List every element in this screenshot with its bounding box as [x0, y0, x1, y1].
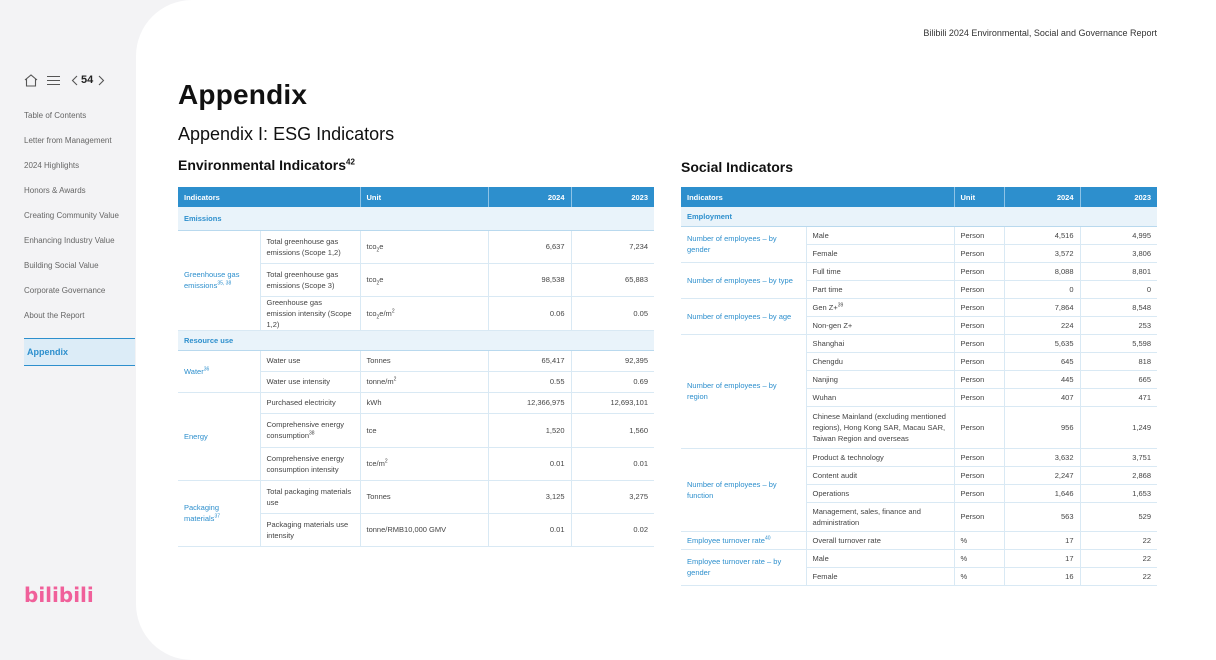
table-row	[681, 531, 1157, 549]
value-2024: 5,635	[1004, 334, 1080, 352]
indicator-name: Water use	[260, 350, 360, 371]
table-row	[681, 549, 1157, 567]
value-2024: 645	[1004, 352, 1080, 370]
value-2024: 445	[1004, 370, 1080, 388]
indicator-name: Content audit	[806, 466, 954, 484]
indicator-unit: Person	[954, 280, 1004, 298]
section-employment: Employment	[681, 207, 1157, 226]
indicator-name: Gen Z+$^{39}$	[806, 298, 954, 316]
toc-item-enhancing-industry-value[interactable]: Enhancing Industry Value	[24, 236, 115, 245]
indicator-name: Packaging materials use intensity	[260, 513, 360, 546]
value-2023: 1,560	[571, 413, 654, 447]
value-2024: 956	[1004, 406, 1080, 448]
value-2024: 1,520	[488, 413, 571, 447]
svg-text:bilibili: bilibili	[24, 583, 94, 607]
toc-item-letter-from-management[interactable]: Letter from Management	[24, 136, 112, 145]
value-2024: 407	[1004, 388, 1080, 406]
indicator-unit: $tco_2e/m^2$	[360, 296, 488, 330]
category-by-age: Number of employees – by age	[681, 298, 806, 334]
indicator-unit: Tonnes	[360, 350, 488, 371]
value-2024: 98,538	[488, 263, 571, 296]
section-row	[681, 207, 1157, 226]
header-unit: Unit	[954, 187, 1004, 207]
indicator-name: Male	[806, 549, 954, 567]
social-indicators-heading: Social Indicators	[681, 159, 794, 175]
value-2024: 2,247	[1004, 466, 1080, 484]
section-row	[178, 330, 654, 350]
value-2024: 7,864	[1004, 298, 1080, 316]
value-2024: 0.01	[488, 447, 571, 480]
value-2023: 0.69	[571, 371, 654, 392]
next-page-icon[interactable]	[98, 75, 105, 86]
indicator-name: Full time	[806, 262, 954, 280]
indicator-name: Operations	[806, 484, 954, 502]
toc-item-corporate-governance[interactable]: Corporate Governance	[24, 286, 106, 295]
value-2023: 8,801	[1080, 262, 1157, 280]
indicator-unit: Person	[954, 406, 1004, 448]
header-2023: 2023	[571, 187, 654, 207]
value-2023: 3,806	[1080, 244, 1157, 262]
table-row	[178, 480, 654, 513]
value-2023: 12,693,101	[571, 392, 654, 413]
page-title: Appendix	[178, 79, 308, 110]
value-2023: 0.02	[571, 513, 654, 546]
category-by-function: Number of employees – by function	[681, 448, 806, 531]
indicator-name: Total greenhouse gas emissions (Scope 3)	[260, 263, 360, 296]
indicator-unit: Person	[954, 244, 1004, 262]
value-2024: 8,088	[1004, 262, 1080, 280]
section-row	[178, 207, 654, 230]
indicator-unit: Person	[954, 466, 1004, 484]
value-2024: 3,572	[1004, 244, 1080, 262]
value-2024: 1,646	[1004, 484, 1080, 502]
category-turnover-rate: Employee turnover rate$^{40}$	[681, 531, 806, 549]
indicator-unit: Person	[954, 352, 1004, 370]
environmental-indicators-heading: Environmental Indicators$^{42}$	[178, 157, 355, 173]
indicator-name: Female	[806, 244, 954, 262]
value-2023: 65,883	[571, 263, 654, 296]
table-row	[681, 262, 1157, 280]
category-by-region: Number of employees – by region	[681, 334, 806, 448]
value-2023: 7,234	[571, 230, 654, 263]
value-2023: 2,868	[1080, 466, 1157, 484]
indicator-unit: Person	[954, 502, 1004, 531]
value-2023: 4,995	[1080, 226, 1157, 244]
value-2023: 3,275	[571, 480, 654, 513]
category-water: Water$^{36}$	[178, 350, 260, 392]
indicator-unit: %	[954, 531, 1004, 549]
indicator-unit: tce	[360, 413, 488, 447]
report-title: Bilibili 2024 Environmental, Social and Governance Report	[923, 28, 1157, 38]
table-row	[681, 226, 1157, 244]
bilibili-logo	[24, 578, 94, 608]
value-2024: 0.06	[488, 296, 571, 330]
value-2023: 0.01	[571, 447, 654, 480]
table-of-contents	[24, 110, 135, 335]
value-2023: 0	[1080, 280, 1157, 298]
toc-item-about-the-report[interactable]: About the Report	[24, 311, 85, 320]
indicator-name: Product & technology	[806, 448, 954, 466]
header-indicators: Indicators	[681, 187, 954, 207]
indicator-name: Shanghai	[806, 334, 954, 352]
toc-item-honors-awards[interactable]: Honors & Awards	[24, 186, 86, 195]
toc-item-appendix-active[interactable]: Appendix	[24, 338, 135, 366]
value-2023: 1,653	[1080, 484, 1157, 502]
category-greenhouse-gas: Greenhouse gas emissions$^{35, 38}$	[178, 230, 260, 330]
indicator-name: Greenhouse gas emission intensity (Scope 1,2)	[260, 296, 360, 330]
indicator-name: Male	[806, 226, 954, 244]
page-navigation	[24, 72, 105, 88]
indicator-name: Comprehensive energy consumption intensity	[260, 447, 360, 480]
indicator-name: Nanjing	[806, 370, 954, 388]
indicator-unit: Person	[954, 370, 1004, 388]
value-2024: 0.01	[488, 513, 571, 546]
value-2024: 3,125	[488, 480, 571, 513]
indicator-name: Female	[806, 567, 954, 585]
previous-page-icon[interactable]	[71, 75, 78, 86]
value-2023: 92,395	[571, 350, 654, 371]
indicator-unit: tco$_2$e	[360, 263, 488, 296]
home-icon[interactable]	[24, 74, 38, 87]
sidebar	[0, 0, 140, 646]
value-2024: 224	[1004, 316, 1080, 334]
value-2023: 8,548	[1080, 298, 1157, 316]
table-header-row	[681, 187, 1157, 207]
indicator-unit: Person	[954, 262, 1004, 280]
header-unit: Unit	[360, 187, 488, 207]
indicator-name: Water use intensity	[260, 371, 360, 392]
environmental-indicators-table	[178, 187, 654, 547]
indicator-name: Part time	[806, 280, 954, 298]
value-2023: 22	[1080, 567, 1157, 585]
menu-icon[interactable]	[47, 75, 60, 86]
section-resource-use: Resource use	[178, 330, 654, 350]
value-2023: 818	[1080, 352, 1157, 370]
section-emissions: Emissions	[178, 207, 654, 230]
page-subtitle: Appendix I: ESG Indicators	[178, 124, 395, 144]
value-2023: 22	[1080, 549, 1157, 567]
value-2023: 471	[1080, 388, 1157, 406]
value-2023: 529	[1080, 502, 1157, 531]
indicator-name: Non-gen Z+	[806, 316, 954, 334]
page-number: 54	[81, 74, 94, 86]
table-row	[681, 334, 1157, 352]
value-2024: 0	[1004, 280, 1080, 298]
indicator-name: Chinese Mainland (excluding mentioned regions), Hong Kong SAR, Macau SAR, Taiwan Region and overseas	[806, 406, 954, 448]
indicator-unit: tonne/RMB10,000 GMV	[360, 513, 488, 546]
value-2024: 17	[1004, 549, 1080, 567]
indicator-name: Overall turnover rate	[806, 531, 954, 549]
header-2024: 2024	[488, 187, 571, 207]
value-2023: 253	[1080, 316, 1157, 334]
value-2024: 563	[1004, 502, 1080, 531]
value-2024: 12,366,975	[488, 392, 571, 413]
indicator-name: Wuhan	[806, 388, 954, 406]
category-packaging: Packaging materials$^{37}$	[178, 480, 260, 546]
value-2024: 0.55	[488, 371, 571, 392]
indicator-unit: tonne/$m^2$	[360, 371, 488, 392]
value-2023: 3,751	[1080, 448, 1157, 466]
indicator-unit: Tonnes	[360, 480, 488, 513]
toc-item-table-of-contents[interactable]: Table of Contents	[24, 111, 87, 120]
indicator-unit: %	[954, 567, 1004, 585]
value-2024: 65,417	[488, 350, 571, 371]
table-header-row	[178, 187, 654, 207]
value-2023: 5,598	[1080, 334, 1157, 352]
indicator-unit: Person	[954, 448, 1004, 466]
value-2023: 1,249	[1080, 406, 1157, 448]
value-2024: 17	[1004, 531, 1080, 549]
indicator-unit: kWh	[360, 392, 488, 413]
value-2024: 3,632	[1004, 448, 1080, 466]
toc-item-2024-highlights[interactable]: 2024 Highlights	[24, 161, 80, 170]
value-2023: 0.05	[571, 296, 654, 330]
indicator-name: Purchased electricity	[260, 392, 360, 413]
indicator-name: Total packaging materials use	[260, 480, 360, 513]
indicator-name: Comprehensive energy consumption$^{38}$	[260, 413, 360, 447]
header-2024: 2024	[1004, 187, 1080, 207]
indicator-unit: tce/$m^2$	[360, 447, 488, 480]
value-2023: 22	[1080, 531, 1157, 549]
indicator-unit: Person	[954, 388, 1004, 406]
indicator-unit: tco$_2$e	[360, 230, 488, 263]
indicator-unit: %	[954, 549, 1004, 567]
indicator-name: Management, sales, finance and administration	[806, 502, 954, 531]
category-by-type: Number of employees – by type	[681, 262, 806, 298]
category-turnover-by-gender: Employee turnover rate – by gender	[681, 549, 806, 585]
header-2023: 2023	[1080, 187, 1157, 207]
category-energy: Energy	[178, 392, 260, 480]
indicator-unit: Person	[954, 334, 1004, 352]
header-indicators: Indicators	[178, 187, 360, 207]
table-row	[681, 448, 1157, 466]
value-2023: 665	[1080, 370, 1157, 388]
category-by-gender: Number of employees – by gender	[681, 226, 806, 262]
table-row	[178, 392, 654, 413]
value-2024: 4,516	[1004, 226, 1080, 244]
value-2024: 6,637	[488, 230, 571, 263]
table-row	[178, 230, 654, 263]
toc-item-building-social-value[interactable]: Building Social Value	[24, 261, 99, 270]
table-row	[178, 350, 654, 371]
indicator-unit: Person	[954, 226, 1004, 244]
toc-item-creating-community-value[interactable]: Creating Community Value	[24, 211, 120, 220]
indicator-name: Chengdu	[806, 352, 954, 370]
indicator-unit: Person	[954, 484, 1004, 502]
table-row	[681, 298, 1157, 316]
value-2024: 16	[1004, 567, 1080, 585]
indicator-name: Total greenhouse gas emissions (Scope 1,2)	[260, 230, 360, 263]
indicator-unit: Person	[954, 298, 1004, 316]
indicator-unit: Person	[954, 316, 1004, 334]
social-indicators-table	[681, 187, 1157, 586]
